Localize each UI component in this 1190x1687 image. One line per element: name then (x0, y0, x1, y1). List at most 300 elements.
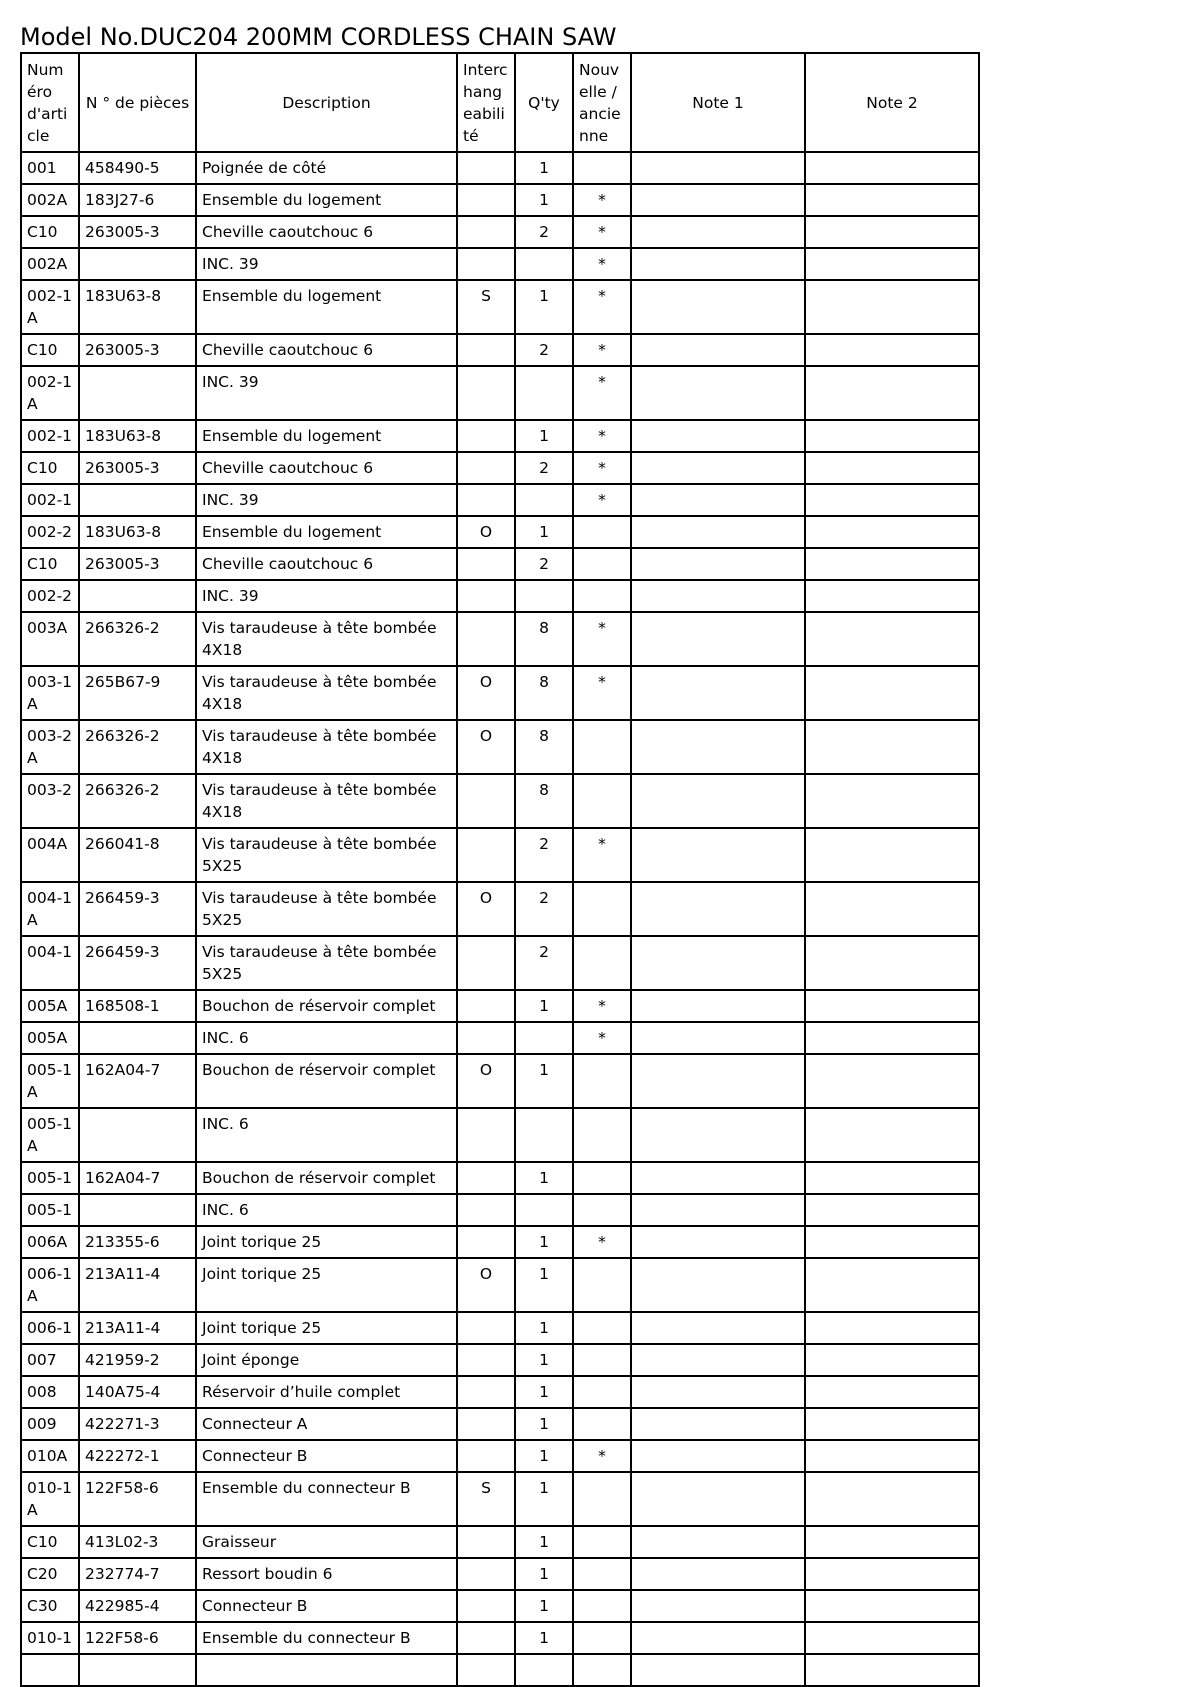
cell-description: Ensemble du connecteur B (196, 1472, 457, 1526)
cell-note1 (631, 248, 805, 280)
cell-new-old: * (573, 990, 631, 1022)
cell-note2 (805, 936, 979, 990)
cell-item-no: 005A (21, 990, 79, 1022)
empty-cell (457, 1654, 515, 1686)
cell-item-no: 002A (21, 184, 79, 216)
cell-note2 (805, 774, 979, 828)
cell-description: INC. 6 (196, 1108, 457, 1162)
cell-item-no: 002-1 (21, 420, 79, 452)
cell-item-no: 010-1 (21, 1622, 79, 1654)
cell-part-no (79, 484, 196, 516)
table-row (21, 184, 979, 216)
cell-note1 (631, 882, 805, 936)
cell-interchangeability: O (457, 516, 515, 548)
cell-description: Vis taraudeuse à tête bombée 4X18 (196, 774, 457, 828)
cell-item-no: C10 (21, 452, 79, 484)
table-row (21, 828, 979, 882)
cell-description: INC. 6 (196, 1194, 457, 1226)
cell-description: Vis taraudeuse à tête bombée 5X25 (196, 936, 457, 990)
cell-part-no: 422271-3 (79, 1408, 196, 1440)
cell-note2 (805, 1526, 979, 1558)
cell-item-no: 002-1 (21, 484, 79, 516)
cell-description: Joint éponge (196, 1344, 457, 1376)
cell-note1 (631, 1376, 805, 1408)
cell-item-no: 003-2 (21, 774, 79, 828)
cell-item-no: C20 (21, 1558, 79, 1590)
table-row (21, 936, 979, 990)
cell-description: Vis taraudeuse à tête bombée 4X18 (196, 612, 457, 666)
cell-note1 (631, 1408, 805, 1440)
cell-qty: 1 (515, 280, 573, 334)
table-row (21, 666, 979, 720)
cell-description: Ensemble du connecteur B (196, 1622, 457, 1654)
header-part-no: N ° de pièces (79, 53, 196, 152)
cell-new-old (573, 720, 631, 774)
cell-description: Joint torique 25 (196, 1226, 457, 1258)
cell-note1 (631, 1472, 805, 1526)
table-row (21, 1312, 979, 1344)
cell-note1 (631, 184, 805, 216)
cell-part-no: 413L02-3 (79, 1526, 196, 1558)
cell-interchangeability (457, 1108, 515, 1162)
cell-new-old (573, 548, 631, 580)
cell-item-no: 005A (21, 1022, 79, 1054)
cell-description: Ensemble du logement (196, 280, 457, 334)
cell-note1 (631, 720, 805, 774)
cell-qty: 1 (515, 1054, 573, 1108)
cell-qty: 1 (515, 420, 573, 452)
table-row (21, 1590, 979, 1622)
table-row (21, 882, 979, 936)
cell-note2 (805, 1054, 979, 1108)
cell-new-old (573, 1108, 631, 1162)
cell-new-old: * (573, 1440, 631, 1472)
cell-note1 (631, 152, 805, 184)
cell-description: Bouchon de réservoir complet (196, 1162, 457, 1194)
cell-part-no: 266326-2 (79, 720, 196, 774)
cell-qty: 1 (515, 1376, 573, 1408)
cell-part-no: 183J27-6 (79, 184, 196, 216)
cell-interchangeability (457, 1526, 515, 1558)
cell-description: Cheville caoutchouc 6 (196, 216, 457, 248)
cell-note2 (805, 1108, 979, 1162)
cell-note2 (805, 720, 979, 774)
cell-part-no: 266326-2 (79, 774, 196, 828)
document-title: Model No.DUC204 200MM CORDLESS CHAIN SAW (20, 23, 617, 51)
table-row (21, 484, 979, 516)
table-row-continuation (21, 1654, 979, 1686)
cell-note2 (805, 1194, 979, 1226)
cell-interchangeability (457, 1022, 515, 1054)
cell-description: Joint torique 25 (196, 1258, 457, 1312)
cell-new-old: * (573, 366, 631, 420)
cell-item-no: C10 (21, 334, 79, 366)
cell-qty (515, 484, 573, 516)
cell-part-no: 263005-3 (79, 452, 196, 484)
cell-part-no: 162A04-7 (79, 1054, 196, 1108)
cell-item-no: 006-1 (21, 1312, 79, 1344)
cell-note1 (631, 580, 805, 612)
header-item-no: Numéro d'article (21, 53, 79, 152)
cell-part-no: 422985-4 (79, 1590, 196, 1622)
cell-new-old (573, 1526, 631, 1558)
cell-description: Connecteur B (196, 1590, 457, 1622)
cell-part-no (79, 366, 196, 420)
parts-table-body (21, 152, 979, 1686)
cell-part-no: 266041-8 (79, 828, 196, 882)
cell-description: Cheville caoutchouc 6 (196, 548, 457, 580)
table-row (21, 152, 979, 184)
header-interchangeability: Interchangeabilité (457, 53, 515, 152)
cell-qty (515, 1108, 573, 1162)
cell-note2 (805, 1376, 979, 1408)
cell-description: Joint torique 25 (196, 1312, 457, 1344)
cell-interchangeability (457, 452, 515, 484)
cell-qty: 2 (515, 548, 573, 580)
empty-cell (573, 1654, 631, 1686)
cell-note2 (805, 420, 979, 452)
cell-note2 (805, 152, 979, 184)
cell-interchangeability (457, 1440, 515, 1472)
cell-new-old: * (573, 484, 631, 516)
cell-item-no: 004A (21, 828, 79, 882)
cell-new-old (573, 936, 631, 990)
empty-cell (21, 1654, 79, 1686)
cell-part-no: 421959-2 (79, 1344, 196, 1376)
cell-interchangeability (457, 248, 515, 280)
cell-qty: 2 (515, 452, 573, 484)
cell-new-old: * (573, 666, 631, 720)
cell-interchangeability (457, 936, 515, 990)
cell-item-no: 004-1A (21, 882, 79, 936)
cell-qty: 1 (515, 1226, 573, 1258)
cell-interchangeability (457, 1344, 515, 1376)
cell-new-old (573, 1622, 631, 1654)
cell-part-no: 458490-5 (79, 152, 196, 184)
table-row (21, 248, 979, 280)
cell-part-no: 265B67-9 (79, 666, 196, 720)
cell-note2 (805, 1312, 979, 1344)
cell-note2 (805, 580, 979, 612)
cell-new-old (573, 774, 631, 828)
cell-interchangeability (457, 1558, 515, 1590)
cell-new-old: * (573, 612, 631, 666)
cell-new-old (573, 1376, 631, 1408)
cell-interchangeability: S (457, 280, 515, 334)
cell-qty: 1 (515, 990, 573, 1022)
cell-new-old (573, 1054, 631, 1108)
cell-note2 (805, 1162, 979, 1194)
cell-note2 (805, 280, 979, 334)
cell-part-no: 183U63-8 (79, 516, 196, 548)
cell-qty: 2 (515, 216, 573, 248)
cell-qty (515, 366, 573, 420)
cell-note1 (631, 280, 805, 334)
cell-part-no (79, 1194, 196, 1226)
cell-note1 (631, 1162, 805, 1194)
cell-note1 (631, 548, 805, 580)
table-row (21, 1226, 979, 1258)
cell-note2 (805, 828, 979, 882)
cell-item-no: 004-1 (21, 936, 79, 990)
cell-description: Cheville caoutchouc 6 (196, 334, 457, 366)
header-note1: Note 1 (631, 53, 805, 152)
table-row (21, 1194, 979, 1226)
cell-part-no: 183U63-8 (79, 420, 196, 452)
cell-description: Graisseur (196, 1526, 457, 1558)
cell-qty: 8 (515, 612, 573, 666)
cell-note2 (805, 666, 979, 720)
cell-qty: 2 (515, 882, 573, 936)
cell-new-old (573, 1194, 631, 1226)
cell-description: Ensemble du logement (196, 184, 457, 216)
cell-qty (515, 1022, 573, 1054)
cell-item-no: 002-1A (21, 366, 79, 420)
cell-note1 (631, 366, 805, 420)
cell-item-no: 001 (21, 152, 79, 184)
table-row (21, 1472, 979, 1526)
cell-item-no: 005-1 (21, 1194, 79, 1226)
cell-new-old: * (573, 1022, 631, 1054)
cell-note1 (631, 484, 805, 516)
cell-note2 (805, 366, 979, 420)
cell-note1 (631, 1226, 805, 1258)
cell-note2 (805, 216, 979, 248)
cell-interchangeability (457, 1312, 515, 1344)
table-row (21, 1558, 979, 1590)
table-row (21, 366, 979, 420)
cell-interchangeability (457, 1226, 515, 1258)
cell-item-no: 002-2 (21, 580, 79, 612)
cell-qty: 2 (515, 936, 573, 990)
cell-item-no: 010A (21, 1440, 79, 1472)
cell-part-no: 162A04-7 (79, 1162, 196, 1194)
cell-part-no: 266459-3 (79, 882, 196, 936)
cell-part-no: 122F58-6 (79, 1472, 196, 1526)
cell-new-old: * (573, 280, 631, 334)
cell-item-no: 002-1A (21, 280, 79, 334)
cell-new-old (573, 1162, 631, 1194)
cell-part-no: 266459-3 (79, 936, 196, 990)
cell-interchangeability (457, 334, 515, 366)
cell-interchangeability (457, 1194, 515, 1226)
empty-cell (79, 1654, 196, 1686)
table-row (21, 1408, 979, 1440)
cell-note1 (631, 1558, 805, 1590)
cell-note2 (805, 1226, 979, 1258)
cell-note2 (805, 1440, 979, 1472)
cell-note1 (631, 1622, 805, 1654)
cell-interchangeability (457, 216, 515, 248)
cell-description: INC. 39 (196, 484, 457, 516)
cell-new-old (573, 516, 631, 548)
table-row (21, 580, 979, 612)
cell-part-no (79, 1022, 196, 1054)
cell-description: INC. 39 (196, 366, 457, 420)
cell-item-no: 003-1A (21, 666, 79, 720)
cell-note1 (631, 666, 805, 720)
cell-qty: 8 (515, 720, 573, 774)
cell-qty: 1 (515, 1344, 573, 1376)
cell-item-no: 003A (21, 612, 79, 666)
cell-note1 (631, 1590, 805, 1622)
cell-note2 (805, 1590, 979, 1622)
cell-description: INC. 6 (196, 1022, 457, 1054)
cell-new-old (573, 1408, 631, 1440)
table-row (21, 1526, 979, 1558)
header-qty: Q'ty (515, 53, 573, 152)
cell-item-no: C10 (21, 1526, 79, 1558)
cell-item-no: 005-1A (21, 1054, 79, 1108)
cell-note1 (631, 516, 805, 548)
cell-part-no: 213355-6 (79, 1226, 196, 1258)
cell-new-old: * (573, 248, 631, 280)
cell-new-old: * (573, 828, 631, 882)
cell-note2 (805, 334, 979, 366)
cell-qty: 2 (515, 334, 573, 366)
cell-part-no: 422272-1 (79, 1440, 196, 1472)
cell-qty: 2 (515, 828, 573, 882)
cell-new-old (573, 1312, 631, 1344)
cell-part-no: 122F58-6 (79, 1622, 196, 1654)
table-row (21, 1344, 979, 1376)
cell-new-old (573, 580, 631, 612)
table-row (21, 216, 979, 248)
cell-qty: 1 (515, 1440, 573, 1472)
cell-part-no (79, 1108, 196, 1162)
table-row (21, 334, 979, 366)
cell-note2 (805, 1258, 979, 1312)
cell-interchangeability (457, 774, 515, 828)
cell-interchangeability (457, 1590, 515, 1622)
cell-new-old (573, 1258, 631, 1312)
table-row (21, 1258, 979, 1312)
cell-description: INC. 39 (196, 580, 457, 612)
cell-new-old: * (573, 216, 631, 248)
cell-description: Ressort boudin 6 (196, 1558, 457, 1590)
cell-description: Connecteur A (196, 1408, 457, 1440)
cell-new-old: * (573, 420, 631, 452)
cell-note1 (631, 1344, 805, 1376)
cell-interchangeability (457, 152, 515, 184)
cell-item-no: C10 (21, 548, 79, 580)
cell-note1 (631, 334, 805, 366)
cell-note1 (631, 1054, 805, 1108)
cell-interchangeability (457, 580, 515, 612)
cell-interchangeability (457, 484, 515, 516)
cell-note2 (805, 882, 979, 936)
cell-note2 (805, 548, 979, 580)
header-description: Description (196, 53, 457, 152)
cell-note2 (805, 516, 979, 548)
cell-new-old (573, 1472, 631, 1526)
cell-item-no: 008 (21, 1376, 79, 1408)
cell-new-old (573, 1558, 631, 1590)
cell-item-no: 007 (21, 1344, 79, 1376)
cell-interchangeability (457, 1162, 515, 1194)
cell-new-old (573, 152, 631, 184)
cell-qty: 1 (515, 516, 573, 548)
cell-interchangeability (457, 1376, 515, 1408)
cell-description: Vis taraudeuse à tête bombée 4X18 (196, 720, 457, 774)
cell-item-no: C10 (21, 216, 79, 248)
cell-item-no: 006A (21, 1226, 79, 1258)
cell-description: Vis taraudeuse à tête bombée 4X18 (196, 666, 457, 720)
empty-cell (515, 1654, 573, 1686)
cell-description: INC. 39 (196, 248, 457, 280)
cell-interchangeability: O (457, 720, 515, 774)
cell-item-no: 002-2 (21, 516, 79, 548)
cell-note1 (631, 1312, 805, 1344)
cell-interchangeability (457, 420, 515, 452)
empty-cell (805, 1654, 979, 1686)
cell-note1 (631, 774, 805, 828)
cell-qty: 1 (515, 152, 573, 184)
cell-item-no: 006-1A (21, 1258, 79, 1312)
cell-item-no: 002A (21, 248, 79, 280)
cell-description: Bouchon de réservoir complet (196, 1054, 457, 1108)
cell-qty: 1 (515, 1408, 573, 1440)
cell-new-old: * (573, 452, 631, 484)
cell-note1 (631, 936, 805, 990)
cell-description: Ensemble du logement (196, 420, 457, 452)
cell-description: Vis taraudeuse à tête bombée 5X25 (196, 882, 457, 936)
cell-new-old (573, 1590, 631, 1622)
cell-item-no: C30 (21, 1590, 79, 1622)
cell-note2 (805, 1022, 979, 1054)
cell-qty: 1 (515, 1622, 573, 1654)
cell-note1 (631, 990, 805, 1022)
cell-item-no: 005-1 (21, 1162, 79, 1194)
cell-note1 (631, 1108, 805, 1162)
table-row (21, 990, 979, 1022)
parts-table (20, 52, 980, 1687)
table-row (21, 1162, 979, 1194)
cell-description: Vis taraudeuse à tête bombée 5X25 (196, 828, 457, 882)
cell-interchangeability: O (457, 1054, 515, 1108)
table-row (21, 1376, 979, 1408)
cell-note1 (631, 828, 805, 882)
cell-interchangeability (457, 1622, 515, 1654)
cell-description: Poignée de côté (196, 152, 457, 184)
header-note2: Note 2 (805, 53, 979, 152)
cell-note1 (631, 1440, 805, 1472)
table-row (21, 1054, 979, 1108)
cell-new-old (573, 882, 631, 936)
table-row (21, 1108, 979, 1162)
cell-qty (515, 1194, 573, 1226)
cell-qty: 1 (515, 1472, 573, 1526)
cell-description: Réservoir d’huile complet (196, 1376, 457, 1408)
cell-qty: 8 (515, 774, 573, 828)
cell-part-no: 263005-3 (79, 548, 196, 580)
table-row (21, 1440, 979, 1472)
cell-part-no: 213A11-4 (79, 1312, 196, 1344)
header-new-old: Nouvelle / ancienne (573, 53, 631, 152)
cell-note2 (805, 1622, 979, 1654)
cell-new-old: * (573, 1226, 631, 1258)
empty-cell (631, 1654, 805, 1686)
cell-note2 (805, 1558, 979, 1590)
cell-interchangeability: O (457, 1258, 515, 1312)
table-row (21, 280, 979, 334)
header-row (21, 53, 979, 152)
cell-note2 (805, 484, 979, 516)
cell-new-old: * (573, 184, 631, 216)
cell-interchangeability (457, 612, 515, 666)
cell-note1 (631, 1022, 805, 1054)
table-row (21, 1622, 979, 1654)
